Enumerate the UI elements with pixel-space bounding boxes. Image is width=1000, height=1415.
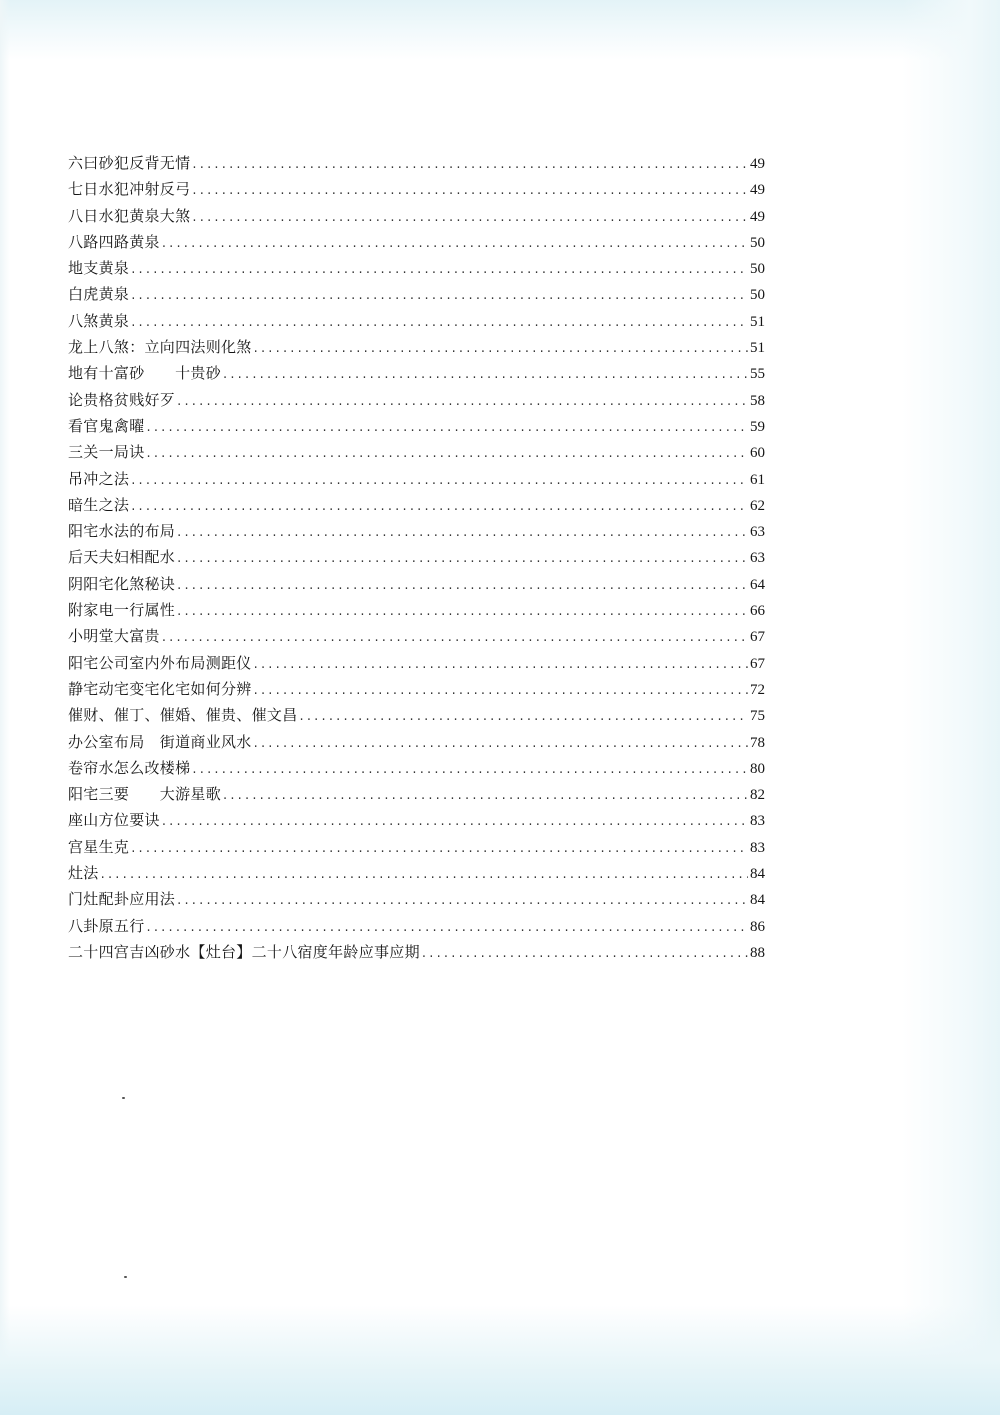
toc-entry-title: 附家电一行属性 (68, 601, 176, 620)
toc-entry[interactable] (68, 860, 765, 886)
scan-speck (122, 1097, 125, 1099)
toc-entry[interactable] (68, 360, 765, 386)
toc-entry-page-number: 64 (750, 576, 765, 593)
toc-entry-page-number: 83 (750, 813, 765, 830)
toc-entry-title: 阳宅水法的布局 (68, 522, 176, 541)
toc-entry[interactable] (68, 807, 765, 833)
toc-entry-title: 二十四宫吉凶砂水【灶台】二十八宿度年龄应事应期 (68, 942, 420, 961)
toc-entry-title: 办公室布局 街道商业风水 (68, 732, 252, 751)
toc-entry-page-number: 50 (750, 261, 765, 278)
toc-dot-leader (131, 468, 748, 494)
scan-edge-left (0, 0, 10, 1415)
scan-speck (124, 1276, 127, 1278)
scan-tint-bottom (0, 1305, 1000, 1415)
toc-entry-page-number: 62 (750, 497, 765, 514)
toc-dot-leader (177, 546, 748, 572)
toc-entry[interactable] (68, 203, 765, 229)
toc-entry-page-number: 51 (750, 340, 765, 357)
toc-entry-page-number: 58 (750, 392, 765, 409)
toc-entry-page-number: 84 (750, 892, 765, 909)
toc-entry[interactable] (68, 729, 765, 755)
toc-dot-leader (131, 836, 748, 862)
toc-entry-title: 小明堂大富贵 (68, 627, 160, 646)
toc-entry[interactable] (68, 308, 765, 334)
toc-entry-page-number: 63 (750, 524, 765, 541)
scan-tint-right (902, 0, 1000, 1415)
table-of-contents (68, 150, 765, 965)
toc-entry-page-number: 50 (750, 234, 765, 251)
toc-entry[interactable] (68, 334, 765, 360)
toc-entry-page-number: 59 (750, 418, 765, 435)
toc-dot-leader (177, 389, 748, 415)
toc-entry-page-number: 84 (750, 866, 765, 883)
toc-entry-title: 后天夫妇相配水 (68, 548, 176, 567)
toc-entry-title: 阳宅三要 大游星歌 (68, 785, 222, 804)
toc-dot-leader (147, 415, 748, 441)
toc-dot-leader (192, 757, 748, 783)
toc-entry-title: 静宅动宅变宅化宅如何分辨 (68, 679, 252, 698)
toc-entry[interactable] (68, 413, 765, 439)
toc-dot-leader (254, 678, 748, 704)
toc-dot-leader (223, 783, 748, 809)
toc-entry-page-number: 49 (750, 208, 765, 225)
toc-entry-page-number: 72 (750, 681, 765, 698)
toc-dot-leader (177, 573, 748, 599)
toc-entry[interactable] (68, 597, 765, 623)
toc-entry[interactable] (68, 702, 765, 728)
toc-dot-leader (101, 862, 748, 888)
toc-dot-leader (177, 888, 748, 914)
toc-dot-leader (131, 283, 748, 309)
toc-dot-leader (177, 520, 748, 546)
toc-entry-page-number: 55 (750, 366, 765, 383)
toc-dot-leader (422, 941, 748, 967)
toc-entry-title: 吊冲之法 (68, 469, 130, 488)
toc-dot-leader (254, 336, 748, 362)
toc-entry-title: 卷帘水怎么改楼梯 (68, 758, 191, 777)
toc-dot-leader (162, 809, 748, 835)
toc-entry[interactable] (68, 623, 765, 649)
toc-dot-leader (192, 205, 748, 231)
toc-dot-leader (147, 915, 748, 941)
toc-entry-page-number: 50 (750, 287, 765, 304)
toc-entry[interactable] (68, 255, 765, 281)
toc-entry-title: 六曰砂犯反背无情 (68, 154, 191, 172)
toc-entry-title: 看官鬼禽曜 (68, 416, 145, 435)
toc-dot-leader (131, 257, 748, 283)
toc-entry-page-number: 80 (750, 760, 765, 777)
toc-entry-page-number: 67 (750, 655, 765, 672)
toc-dot-leader (162, 231, 748, 257)
toc-entry-title: 宫星生克 (68, 837, 130, 856)
toc-entry[interactable] (68, 755, 765, 781)
toc-entry-title: 阴阳宅化煞秘诀 (68, 574, 176, 593)
toc-entry-page-number: 67 (750, 629, 765, 646)
toc-entry-page-number: 83 (750, 839, 765, 856)
toc-entry[interactable] (68, 886, 765, 912)
toc-entry[interactable] (68, 781, 765, 807)
toc-entry-title: 座山方位要诀 (68, 811, 160, 830)
toc-entry-title: 阳宅公司室内外布局测距仪 (68, 653, 252, 672)
toc-entry[interactable] (68, 571, 765, 597)
toc-entry-title: 地有十富砂 十贵砂 (68, 364, 222, 383)
toc-entry-page-number: 63 (750, 550, 765, 567)
toc-entry[interactable] (68, 544, 765, 570)
toc-dot-leader (177, 599, 748, 625)
toc-entry[interactable] (68, 492, 765, 518)
toc-entry-title: 地支黄泉 (68, 259, 130, 278)
toc-entry-title: 八日水犯黄泉大煞 (68, 206, 191, 225)
toc-dot-leader (162, 625, 748, 651)
toc-entry-title: 八路四路黄泉 (68, 232, 160, 251)
toc-entry[interactable] (68, 439, 765, 465)
toc-entry-title: 暗生之法 (68, 495, 130, 514)
toc-entry[interactable] (68, 176, 765, 202)
toc-entry-title: 三关一局诀 (68, 443, 145, 462)
toc-dot-leader (300, 704, 748, 730)
toc-dot-leader (192, 152, 748, 178)
toc-entry-title: 白虎黄泉 (68, 285, 130, 304)
toc-entry-title: 龙上八煞：立向四法则化煞 (68, 338, 252, 357)
toc-entry[interactable] (68, 676, 765, 702)
toc-entry-title: 八卦原五行 (68, 916, 145, 935)
toc-dot-leader (131, 310, 748, 336)
toc-dot-leader (254, 652, 748, 678)
toc-entry-title: 门灶配卦应用法 (68, 890, 176, 909)
toc-entry-page-number: 60 (750, 445, 765, 462)
toc-entry[interactable] (68, 650, 765, 676)
toc-entry[interactable] (68, 281, 765, 307)
toc-entry-page-number: 51 (750, 313, 765, 330)
toc-entry-page-number: 82 (750, 787, 765, 804)
toc-entry-title: 灶法 (68, 864, 99, 883)
toc-dot-leader (223, 362, 748, 388)
toc-entry-page-number: 66 (750, 603, 765, 620)
toc-entry[interactable] (68, 150, 765, 176)
toc-entry-title: 论贵格贫贱好歹 (68, 390, 176, 409)
toc-entry[interactable] (68, 913, 765, 939)
toc-dot-leader (147, 441, 748, 467)
toc-entry-page-number: 86 (750, 918, 765, 935)
toc-entry-page-number: 88 (750, 944, 765, 961)
toc-entry-page-number: 75 (750, 708, 765, 725)
toc-entry-title: 七日水犯冲射反弓 (68, 180, 191, 199)
toc-entry[interactable] (68, 518, 765, 544)
toc-entry-page-number: 78 (750, 734, 765, 751)
toc-entry[interactable] (68, 229, 765, 255)
toc-entry[interactable] (68, 387, 765, 413)
toc-entry-page-number: 61 (750, 471, 765, 488)
scan-tint-top (0, 0, 1000, 60)
toc-entry-page-number: 49 (750, 182, 765, 199)
toc-entry[interactable] (68, 834, 765, 860)
toc-dot-leader (131, 494, 748, 520)
toc-dot-leader (192, 178, 748, 204)
toc-dot-leader (254, 731, 748, 757)
toc-entry-page-number: 49 (750, 156, 765, 172)
toc-entry-title: 八煞黄泉 (68, 311, 130, 330)
toc-entry[interactable] (68, 939, 765, 965)
toc-entry[interactable] (68, 466, 765, 492)
toc-entry-title: 催财、催丁、催婚、催贵、催文昌 (68, 706, 298, 725)
